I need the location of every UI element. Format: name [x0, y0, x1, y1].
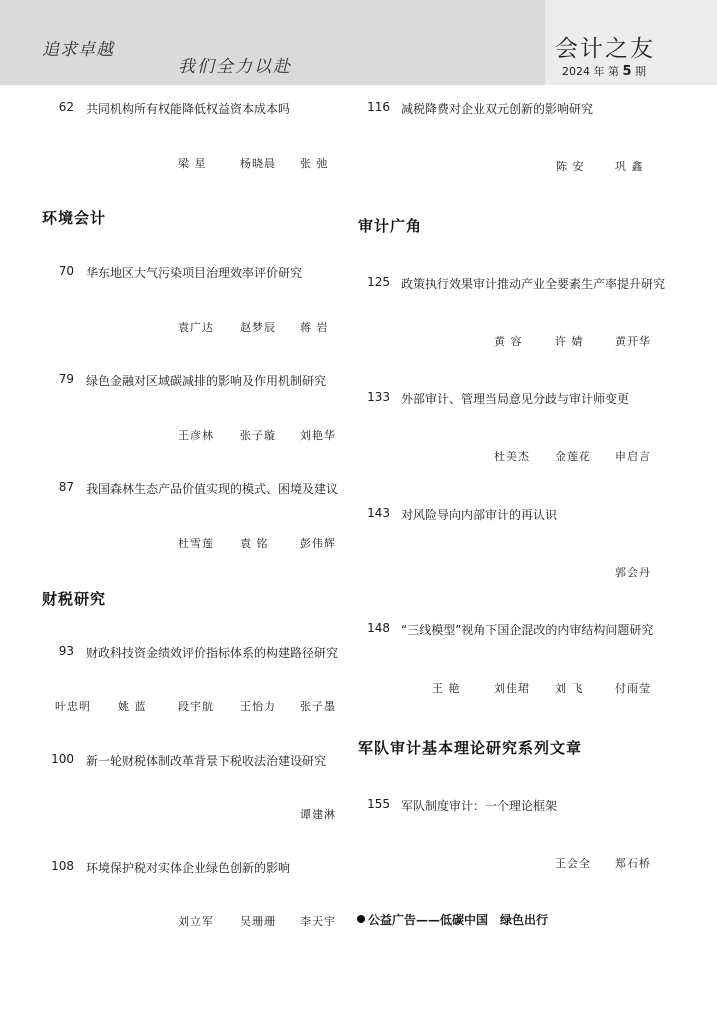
author: 蒋 岩: [300, 321, 329, 334]
header-band: [0, 0, 717, 85]
toc-page-number: 62: [58, 100, 74, 114]
toc-page-number: 143: [367, 506, 390, 520]
author: 黄 容: [494, 335, 523, 348]
author: 巩 鑫: [615, 160, 644, 173]
slogan-line-2: 我们全力以赴: [178, 57, 292, 77]
issue-year: 2024 年 第: [562, 65, 619, 78]
toc-page-number: 108: [51, 859, 74, 873]
author: 杜雪莲: [178, 537, 214, 550]
toc-page-number: 148: [367, 621, 390, 635]
section-heading-military-audit: 军队审计基本理论研究系列文章: [358, 739, 583, 757]
author: 叶忠明: [55, 700, 91, 713]
author: 袁广达: [178, 321, 214, 334]
author: 刘 飞: [555, 682, 584, 695]
toc-article-title[interactable]: 华东地区大气污染项目治理效率评价研究: [86, 266, 303, 280]
author: 郭会丹: [615, 566, 651, 579]
author: 张 弛: [300, 157, 329, 170]
toc-page-number: 87: [58, 480, 74, 494]
toc-article-title[interactable]: 军队制度审计：一个理论框架: [401, 799, 558, 813]
toc-page-number: 93: [58, 644, 74, 658]
section-heading-tax: 财税研究: [42, 590, 107, 608]
author: 彭伟辉: [300, 537, 336, 550]
toc-article-title[interactable]: 新一轮财税体制改革背景下税收法治建设研究: [86, 754, 327, 768]
author: 王会全: [555, 857, 591, 870]
issue-unit: 期: [635, 65, 647, 78]
author: 杨晓晨: [240, 157, 276, 170]
toc-page-number: 70: [58, 264, 74, 278]
author: 袁 铭: [240, 537, 269, 550]
toc-article-title[interactable]: “三线模型”视角下国企混改的内审结构问题研究: [401, 623, 654, 637]
toc-article-title[interactable]: 绿色金融对区域碳减排的影响及作用机制研究: [86, 374, 327, 388]
slogan-line-1: 追求卓越: [42, 40, 114, 60]
toc-article-title[interactable]: 外部审计、管理当局意见分歧与审计师变更: [401, 392, 630, 406]
toc-article-title[interactable]: 环境保护税对实体企业绿色创新的影响: [86, 861, 291, 875]
toc-page-number: 133: [367, 390, 390, 404]
author: 郑石桥: [615, 857, 651, 870]
toc-article-title[interactable]: 共同机构所有权能降低权益资本成本吗: [86, 102, 291, 116]
section-heading-audit: 审计广角: [358, 217, 423, 235]
author: 金莲花: [555, 450, 591, 463]
author: 黄开华: [615, 335, 651, 348]
toc-page-number: 100: [51, 752, 74, 766]
author: 王怡力: [240, 700, 276, 713]
bullet-dot-icon: [357, 915, 365, 923]
toc-article-title[interactable]: 我国森林生态产品价值实现的模式、困境及建议: [86, 482, 339, 496]
toc-article-title[interactable]: 对风险导向内部审计的再认识: [401, 508, 558, 522]
issue-number: 5: [622, 64, 632, 79]
author: 王彦林: [178, 429, 214, 442]
author: 谭建淋: [300, 808, 336, 821]
author: 陈 安: [556, 160, 585, 173]
toc-article-title[interactable]: 政策执行效果审计推动产业全要素生产率提升研究: [401, 277, 666, 291]
author: 李天宇: [300, 915, 336, 928]
author: 许 婧: [555, 335, 584, 348]
author: 赵梦辰: [240, 321, 276, 334]
author: 刘立军: [178, 915, 214, 928]
toc-page-number: 155: [367, 797, 390, 811]
author: 张子璇: [240, 429, 276, 442]
author: 张子墨: [300, 700, 336, 713]
author: 梁 星: [178, 157, 207, 170]
issue-info: [562, 63, 646, 79]
ad-text: 公益广告——低碳中国 绿色出行: [368, 913, 549, 927]
toc-article-title[interactable]: 财政科技资金绩效评价指标体系的构建路径研究: [86, 646, 339, 660]
toc-page-number: 125: [367, 275, 390, 289]
toc-article-title[interactable]: 减税降费对企业双元创新的影响研究: [401, 102, 594, 116]
author: 刘艳华: [300, 429, 336, 442]
public-service-ad: [357, 911, 548, 928]
author: 段宇航: [178, 700, 214, 713]
author: 刘佳珺: [494, 682, 530, 695]
author: 付雨莹: [615, 682, 651, 695]
toc-page-number: 116: [367, 100, 390, 114]
author: 申启言: [615, 450, 651, 463]
author: 吴珊珊: [240, 915, 276, 928]
section-heading-environment: 环境会计: [42, 209, 107, 227]
author: 姚 蓝: [118, 700, 147, 713]
toc-page-number: 79: [58, 372, 74, 386]
author: 王 艳: [432, 682, 461, 695]
author: 杜美杰: [494, 450, 530, 463]
journal-title: 会计之友: [555, 36, 655, 62]
